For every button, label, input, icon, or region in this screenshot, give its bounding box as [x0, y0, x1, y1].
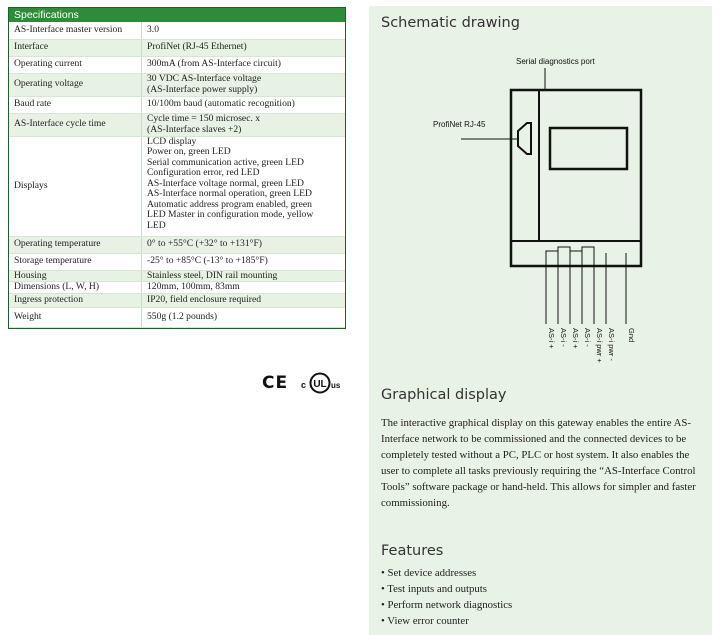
spec-value: 550g (1.2 pounds): [142, 308, 346, 328]
feature-item: • Test inputs and outputs: [381, 581, 512, 597]
spec-label: Weight: [9, 308, 142, 328]
spec-row: [9, 96, 345, 113]
spec-label: Storage temperature: [9, 253, 142, 270]
ce-mark-icon: CE: [262, 373, 289, 393]
feature-item: • Set device addresses: [381, 565, 512, 581]
lcd-display: [550, 128, 627, 169]
spec-row: [9, 22, 345, 39]
terminal-label: Gnd: [627, 328, 636, 343]
specifications-table: [8, 7, 346, 329]
spec-row: [9, 282, 345, 294]
terminal-block: [546, 247, 636, 363]
rj45-port-icon: [518, 123, 531, 154]
schematic-title: Schematic drawing: [381, 15, 520, 31]
schematic-drawing: [369, 46, 712, 406]
graphical-display-title: Graphical display: [381, 387, 507, 403]
spec-value: 0° to +55°C (+32° to +131°F): [142, 236, 346, 253]
spec-label: Housing: [9, 270, 142, 282]
spec-label: Baud rate: [9, 96, 142, 113]
spec-row: [9, 236, 345, 253]
terminal-jumper: [582, 247, 594, 253]
gateway-housing: [511, 90, 641, 266]
spec-label: Interface: [9, 39, 142, 56]
terminal-label: AS-i +: [571, 328, 580, 349]
spec-value: 30 VDC AS-Interface voltage (AS-Interface power supply): [142, 73, 346, 96]
ul-text: UL: [313, 379, 327, 390]
spec-value: 300mA (from AS-Interface circuit): [142, 56, 346, 73]
features-list: [381, 565, 512, 629]
profinet-label: ProfiNet RJ-45: [433, 120, 486, 129]
spec-value: ProfiNet (RJ-45 Ethernet): [142, 39, 346, 56]
graphical-display-text: The interactive graphical display on this gateway enables the entire AS-Interface network to be commissioned and the connected devices to be completely tested without a PC, PLC or host system. It also enables the user to complete all tasks previously requiring the “AS-Interface Control Tools” software package or hand-held. This allows for simpler and faster commissioning.: [381, 417, 696, 509]
certification-marks: [262, 372, 352, 394]
feature-item: • View error counter: [381, 613, 512, 629]
spec-value: Stainless steel, DIN rail mounting: [142, 270, 346, 282]
spec-label: Ingress protection: [9, 294, 142, 308]
spec-row: [9, 308, 345, 328]
feature-item: • Perform network diagnostics: [381, 597, 512, 613]
specifications-header: Specifications: [9, 8, 345, 22]
spec-label: Operating temperature: [9, 236, 142, 253]
spec-row: [9, 113, 345, 136]
spec-row: [9, 56, 345, 73]
spec-value: IP20, field enclosure required: [142, 294, 346, 308]
spec-row: [9, 270, 345, 282]
spec-value: 10/100m baud (automatic recognition): [142, 96, 346, 113]
spec-row: [9, 136, 345, 236]
features-title: Features: [381, 543, 444, 559]
spec-label: Operating current: [9, 56, 142, 73]
spec-label: Displays: [9, 136, 142, 236]
ul-c-text: c: [301, 380, 307, 390]
ul-us-text: us: [331, 381, 341, 390]
spec-label: AS-Interface master version: [9, 22, 142, 39]
terminal-jumper: [546, 251, 558, 258]
spec-table: [9, 22, 345, 328]
terminal-label: AS-i pwr +: [595, 328, 604, 363]
terminal-label: AS-i +: [547, 328, 556, 349]
serial-port-label: Serial diagnostics port: [516, 57, 595, 66]
spec-label: Operating voltage: [9, 73, 142, 96]
spec-label: Dimensions (L, W, H): [9, 282, 142, 294]
spec-value: LCD display Power on, green LED Serial communication active, green LED Configuration error, red LED AS-Interface voltage normal, green LED AS-Interface normal operation, green LED Automatic address program enabled, green LED Master in configuration mode, yellow LED: [142, 136, 346, 236]
spec-row: [9, 294, 345, 308]
terminal-jumper: [570, 251, 582, 258]
terminal-label: AS-i pwr -: [607, 328, 616, 361]
right-panel: [369, 6, 712, 635]
spec-row: [9, 73, 345, 96]
spec-value: -25° to +85°C (-13° to +185°F): [142, 253, 346, 270]
terminal-label: AS-i -: [583, 328, 592, 347]
terminal-jumper: [558, 247, 570, 253]
spec-label: AS-Interface cycle time: [9, 113, 142, 136]
spec-row: [9, 39, 345, 56]
cul-us-listed-icon: [300, 372, 352, 394]
spec-value: 3.0: [142, 22, 346, 39]
spec-value: 120mm, 100mm, 83mm: [142, 282, 346, 294]
spec-value: Cycle time = 150 microsec. x (AS-Interface slaves +2): [142, 113, 346, 136]
spec-row: [9, 253, 345, 270]
terminal-label: AS-i -: [559, 328, 568, 347]
